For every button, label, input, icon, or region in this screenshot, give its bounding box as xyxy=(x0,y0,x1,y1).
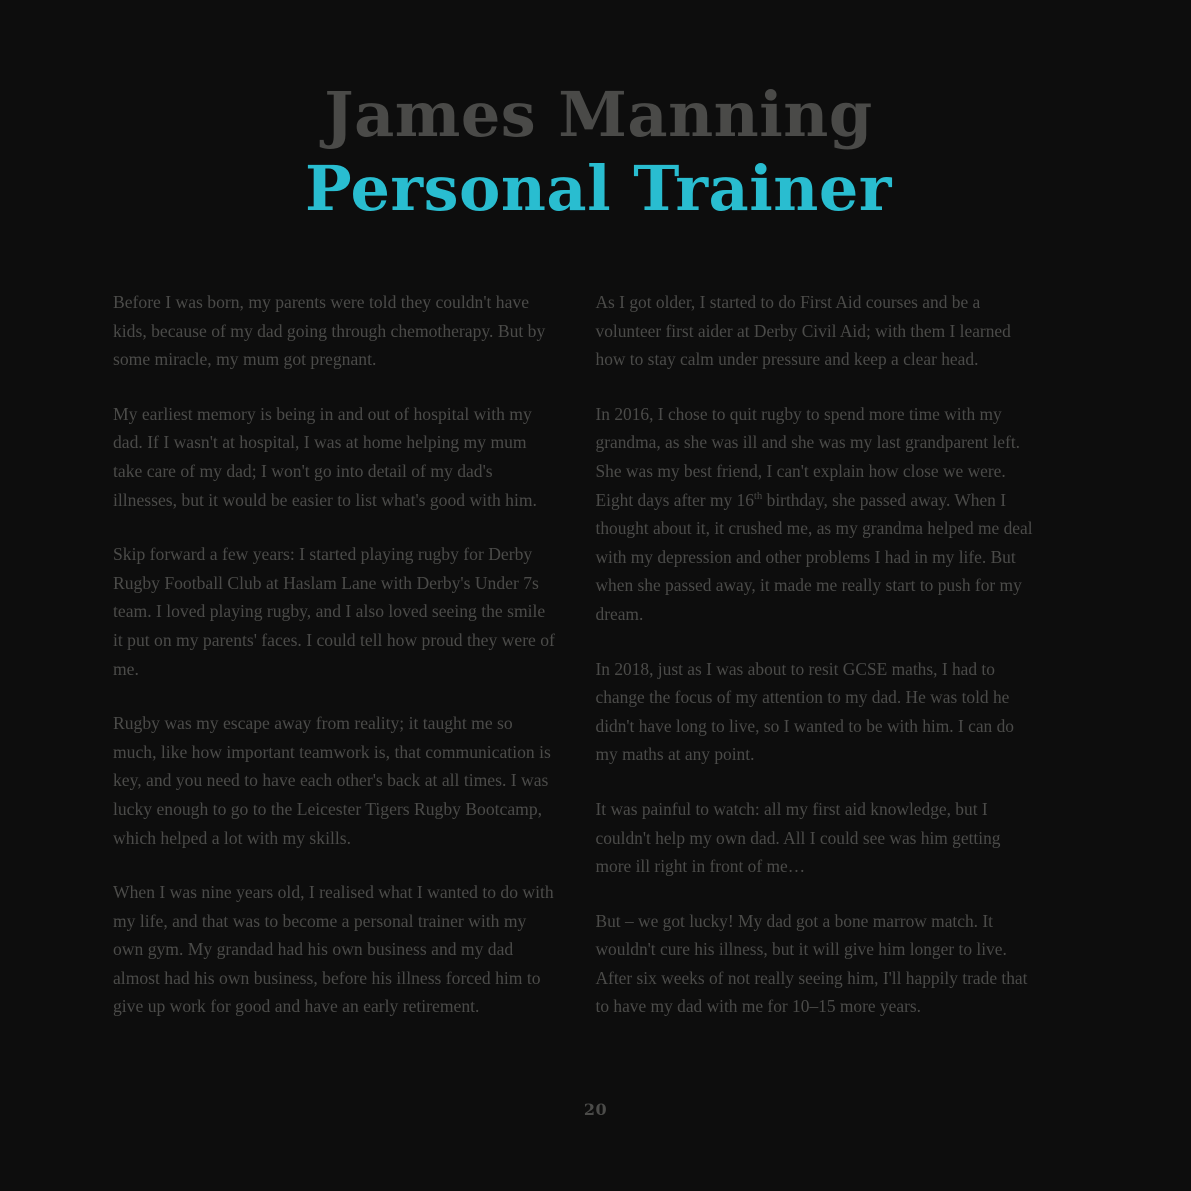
paragraph: Before I was born, my parents were told they couldn't have kids, because of my dad going through chemotherapy. But by some miracle, my mum got pregnant. xyxy=(113,292,546,370)
left-column xyxy=(113,288,556,1021)
page-folio xyxy=(0,1100,1191,1120)
body-columns xyxy=(113,288,1038,1021)
title-person-name: James Manning xyxy=(324,78,873,151)
title-person-role: Personal Trainer xyxy=(305,152,892,225)
paragraph: Skip forward a few years: I started playing rugby for Derby Rugby Football Club at Haslam Lane with Derby's Under 7s team. I loved playing rugby, and I also loved seeing the smile it put on my parents' faces. I could tell how proud they were of me. xyxy=(113,544,555,679)
paragraph: Rugby was my escape away from reality; it taught me so much, like how important teamwork is, that communication is key, and you need to have each other's back at all times. I was lucky enough to go to the Leicester Tigers Rugby Bootcamp, which helped a lot with my skills. xyxy=(113,713,551,848)
paragraph: But – we got lucky! My dad got a bone marrow match. It wouldn't cure his illness, but it will give him longer to live. After six weeks of not really seeing him, I'll happily trade that to have my dad with me for 10–15 more years. xyxy=(595,910,1028,1017)
paragraph: It was painful to watch: all my first aid knowledge, but I couldn't help my own dad. All I could see was him getting more ill right in front of me… xyxy=(595,798,1001,877)
paragraph: In 2016, I chose to quit rugby to spend more time with my grandma, as she was ill and she was my last grandparent left. She was my best friend, I can't explain how close we were. Eight days after my 16th birthday, she passed away. When I thought about it, it crushed me, as my grandma helped me deal with my depression and other problems I had in my life. But when she passed away, it made me really start to push for my dream. xyxy=(595,403,1033,624)
paragraph: My earliest memory is being in and out of hospital with my dad. If I wasn't at hospital, I was at home helping my mum take care of my dad; I won't go into detail of my dad's illnesses, but it would be easier to list what's good with him. xyxy=(113,403,537,510)
paragraph: As I got older, I started to do First Aid courses and be a volunteer first aider at Derby Civil Aid; with them I learned how to stay calm under pressure and keep a clear head. xyxy=(595,292,1011,370)
paragraph: When I was nine years old, I realised what I wanted to do with my life, and that was to become a personal trainer with my own gym. My grandad had his own business and my dad almost had his own business, before his illness forced him to give up work for good and have an early retirement. xyxy=(113,882,554,1017)
paragraph: In 2018, just as I was about to resit GCSE maths, I had to change the focus of my attention to my dad. He was told he didn't have long to live, so I wanted to be with him. I can do my maths at any point. xyxy=(595,658,1014,765)
right-column xyxy=(596,288,1039,1021)
page-title xyxy=(0,78,1191,226)
page-number: 20 xyxy=(583,1100,608,1119)
